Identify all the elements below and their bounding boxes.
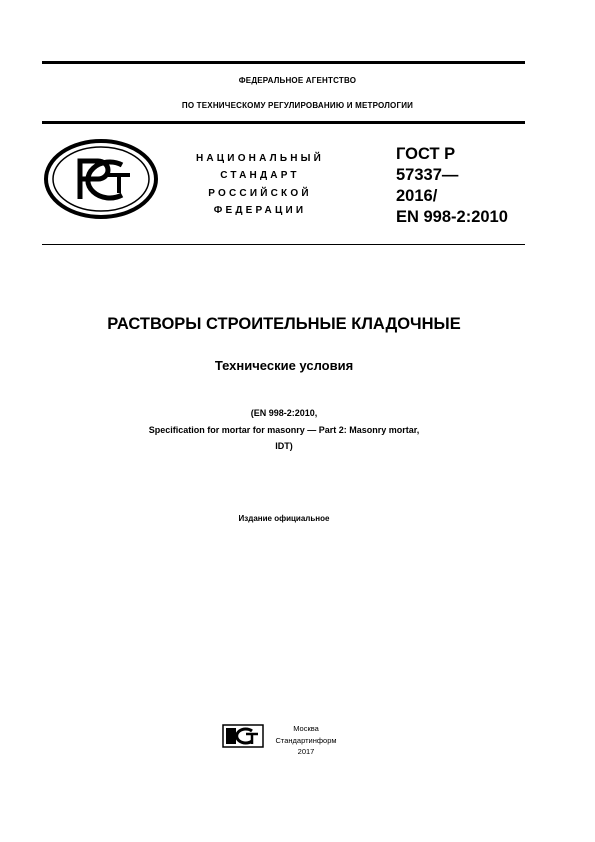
designation-line: 2016/: [396, 187, 438, 205]
national-line: РОССИЙСКОЙ: [208, 187, 312, 199]
reference-standard: [0, 405, 568, 455]
national-line: СТАНДАРТ: [220, 170, 300, 182]
reference-line: Specification for mortar for masonry — Part 2: Masonry mortar,: [148, 424, 420, 435]
standard-designation: [396, 144, 508, 228]
national-line: ФЕДЕРАЦИИ: [213, 204, 307, 216]
national-line: НАЦИОНАЛЬНЫЙ: [195, 153, 325, 164]
gost-r-emblem-icon: [42, 137, 160, 221]
agency-name-line1: ФЕДЕРАЛЬНОЕ АГЕНТСТВО: [238, 76, 357, 85]
national-standard-label: [170, 150, 350, 219]
publisher-name: Стандартинформ: [275, 735, 337, 745]
document-subtitle: Технические условия: [214, 358, 354, 373]
top-rule: [42, 61, 525, 64]
reference-line: IDT): [275, 441, 293, 451]
publication-year: 2017: [297, 747, 315, 756]
document-title: РАСТВОРЫ СТРОИТЕЛЬНЫЕ КЛАДОЧНЫЕ: [107, 315, 461, 333]
reference-line: (EN 998-2:2010,: [250, 408, 318, 418]
publisher-info: [266, 723, 346, 758]
designation-line: ГОСТ Р: [396, 145, 456, 163]
header-rule: [42, 121, 525, 124]
standartinform-logo-icon: [222, 724, 264, 748]
publisher-city: Москва: [293, 724, 319, 733]
agency-name-line2: ПО ТЕХНИЧЕСКОМУ РЕГУЛИРОВАНИЮ И МЕТРОЛОГИИ: [181, 101, 414, 110]
designation-line: 57337—: [396, 166, 459, 184]
edition-note: Издание официальное: [238, 514, 330, 523]
block-rule: [42, 244, 525, 245]
designation-line: EN 998-2:2010: [396, 208, 508, 226]
